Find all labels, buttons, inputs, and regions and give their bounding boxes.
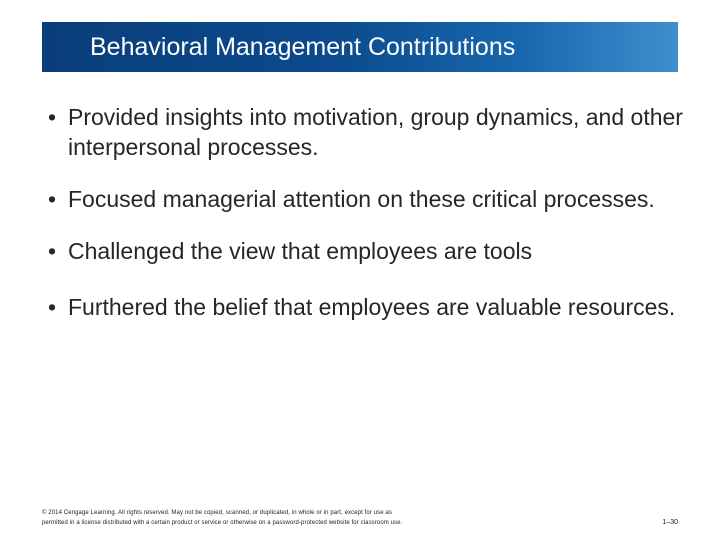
bullet-icon: •	[48, 186, 57, 212]
copyright-line-2: permitted in a license distributed with a certain product or service or otherwise on a password-protected website for classroom use.	[42, 520, 403, 526]
bullet-text: Focused managerial attention on these critical processes.	[68, 186, 655, 212]
copyright-line-1: © 2014 Cengage Learning. All rights reserved. May not be copied, scanned, or duplicated, in whole or in part, except for use as	[42, 510, 392, 516]
bullet-icon: •	[48, 104, 57, 130]
bullet-item	[48, 184, 688, 214]
bullet-item	[48, 236, 688, 266]
bullet-item	[48, 292, 688, 322]
bullet-text: Provided insights into motivation, group dynamics, and other interpersonal processes.	[68, 104, 683, 160]
bullet-list	[48, 102, 688, 344]
copyright-footer	[42, 508, 512, 528]
bullet-item	[48, 102, 688, 162]
bullet-text: Challenged the view that employees are tools	[68, 238, 533, 264]
slide-title: Behavioral Management Contributions	[90, 33, 516, 61]
title-bar	[42, 22, 678, 72]
page-number: 1–30	[662, 519, 678, 526]
bullet-text: Furthered the belief that employees are valuable resources.	[68, 294, 676, 320]
bullet-icon: •	[48, 238, 57, 264]
bullet-icon: •	[48, 294, 57, 320]
